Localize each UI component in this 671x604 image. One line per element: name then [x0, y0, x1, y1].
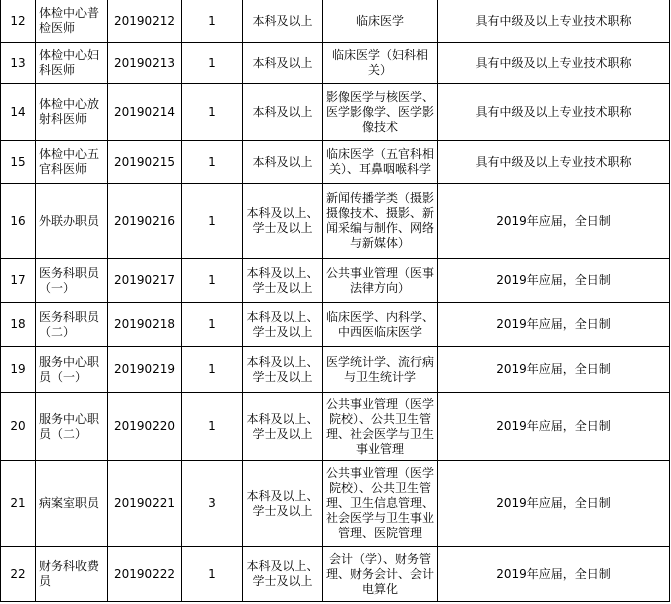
table-row — [1, 84, 670, 141]
major-requirement: 临床医学、内科学、中西医临床医学 — [323, 303, 438, 347]
job-title: 外联办职员 — [36, 184, 108, 259]
job-title: 医务科职员（一） — [36, 259, 108, 303]
table-row — [1, 43, 670, 84]
other-requirement: 2019年应届，全日制 — [438, 259, 670, 303]
row-number: 20 — [1, 393, 36, 461]
hire-count: 1 — [182, 141, 243, 184]
hire-count: 1 — [182, 184, 243, 259]
major-requirement: 新闻传播学类（摄影摄像技术、摄影、新闻采编与制作、网络与新媒体） — [323, 184, 438, 259]
table-row — [1, 141, 670, 184]
education-requirement: 本科及以上、学士及以上 — [243, 547, 323, 602]
other-requirement: 2019年应届，全日制 — [438, 393, 670, 461]
education-requirement: 本科及以上、学士及以上 — [243, 347, 323, 393]
other-requirement: 2019年应届，全日制 — [438, 184, 670, 259]
job-code: 20190215 — [108, 141, 182, 184]
job-code: 20190220 — [108, 393, 182, 461]
job-code: 20190216 — [108, 184, 182, 259]
major-requirement: 医学统计学、流行病与卫生统计学 — [323, 347, 438, 393]
table-row — [1, 547, 670, 602]
table-row — [1, 347, 670, 393]
hire-count: 1 — [182, 43, 243, 84]
education-requirement: 本科及以上 — [243, 43, 323, 84]
row-number: 18 — [1, 303, 36, 347]
other-requirement: 具有中级及以上专业技术职称 — [438, 141, 670, 184]
hire-count: 1 — [182, 84, 243, 141]
job-title: 体检中心普检医师 — [36, 0, 108, 43]
hire-count: 1 — [182, 303, 243, 347]
hire-count: 3 — [182, 461, 243, 547]
table-row — [1, 259, 670, 303]
job-code: 20190221 — [108, 461, 182, 547]
other-requirement: 具有中级及以上专业技术职称 — [438, 0, 670, 43]
hire-count: 1 — [182, 259, 243, 303]
row-number: 22 — [1, 547, 36, 602]
major-requirement: 公共事业管理（医学院校）、公共卫生管理、卫生信息管理、社会医学与卫生事业管理、医院管理 — [323, 461, 438, 547]
row-number: 16 — [1, 184, 36, 259]
major-requirement: 公共事业管理（医事法律方向） — [323, 259, 438, 303]
hire-count: 1 — [182, 393, 243, 461]
table-body — [1, 0, 670, 602]
major-requirement: 影像医学与核医学、医学影像学、医学影像技术 — [323, 84, 438, 141]
major-requirement: 临床医学（五官科相关）、耳鼻咽喉科学 — [323, 141, 438, 184]
education-requirement: 本科及以上、学士及以上 — [243, 393, 323, 461]
other-requirement: 具有中级及以上专业技术职称 — [438, 84, 670, 141]
major-requirement: 公共事业管理（医学院校）、公共卫生管理、社会医学与卫生事业管理 — [323, 393, 438, 461]
row-number: 13 — [1, 43, 36, 84]
row-number: 15 — [1, 141, 36, 184]
major-requirement: 会计（学）、财务管理、财务会计、会计电算化 — [323, 547, 438, 602]
education-requirement: 本科及以上 — [243, 84, 323, 141]
row-number: 14 — [1, 84, 36, 141]
job-code: 20190218 — [108, 303, 182, 347]
table-row — [1, 303, 670, 347]
job-code: 20190219 — [108, 347, 182, 393]
row-number: 12 — [1, 0, 36, 43]
job-code: 20190222 — [108, 547, 182, 602]
row-number: 21 — [1, 461, 36, 547]
education-requirement: 本科及以上、学士及以上 — [243, 303, 323, 347]
hire-count: 1 — [182, 0, 243, 43]
job-code: 20190212 — [108, 0, 182, 43]
education-requirement: 本科及以上 — [243, 141, 323, 184]
other-requirement: 2019年应届，全日制 — [438, 347, 670, 393]
job-title: 财务科收费员 — [36, 547, 108, 602]
table-row — [1, 393, 670, 461]
other-requirement: 2019年应届，全日制 — [438, 547, 670, 602]
education-requirement: 本科及以上、学士及以上 — [243, 184, 323, 259]
other-requirement: 具有中级及以上专业技术职称 — [438, 43, 670, 84]
job-title: 体检中心放射科医师 — [36, 84, 108, 141]
job-title: 病案室职员 — [36, 461, 108, 547]
other-requirement: 2019年应届，全日制 — [438, 303, 670, 347]
table-row — [1, 184, 670, 259]
job-code: 20190217 — [108, 259, 182, 303]
education-requirement: 本科及以上 — [243, 0, 323, 43]
job-title: 医务科职员（二） — [36, 303, 108, 347]
education-requirement: 本科及以上、学士及以上 — [243, 461, 323, 547]
education-requirement: 本科及以上、学士及以上 — [243, 259, 323, 303]
job-title: 体检中心五官科医师 — [36, 141, 108, 184]
hire-count: 1 — [182, 347, 243, 393]
row-number: 17 — [1, 259, 36, 303]
other-requirement: 2019年应届，全日制 — [438, 461, 670, 547]
job-title: 服务中心职员（二） — [36, 393, 108, 461]
table-row — [1, 461, 670, 547]
row-number: 19 — [1, 347, 36, 393]
job-title: 服务中心职员（一） — [36, 347, 108, 393]
major-requirement: 临床医学 — [323, 0, 438, 43]
job-title: 体检中心妇科医师 — [36, 43, 108, 84]
table-row — [1, 0, 670, 43]
job-code: 20190213 — [108, 43, 182, 84]
job-code: 20190214 — [108, 84, 182, 141]
hire-count: 1 — [182, 547, 243, 602]
major-requirement: 临床医学（妇科相关） — [323, 43, 438, 84]
